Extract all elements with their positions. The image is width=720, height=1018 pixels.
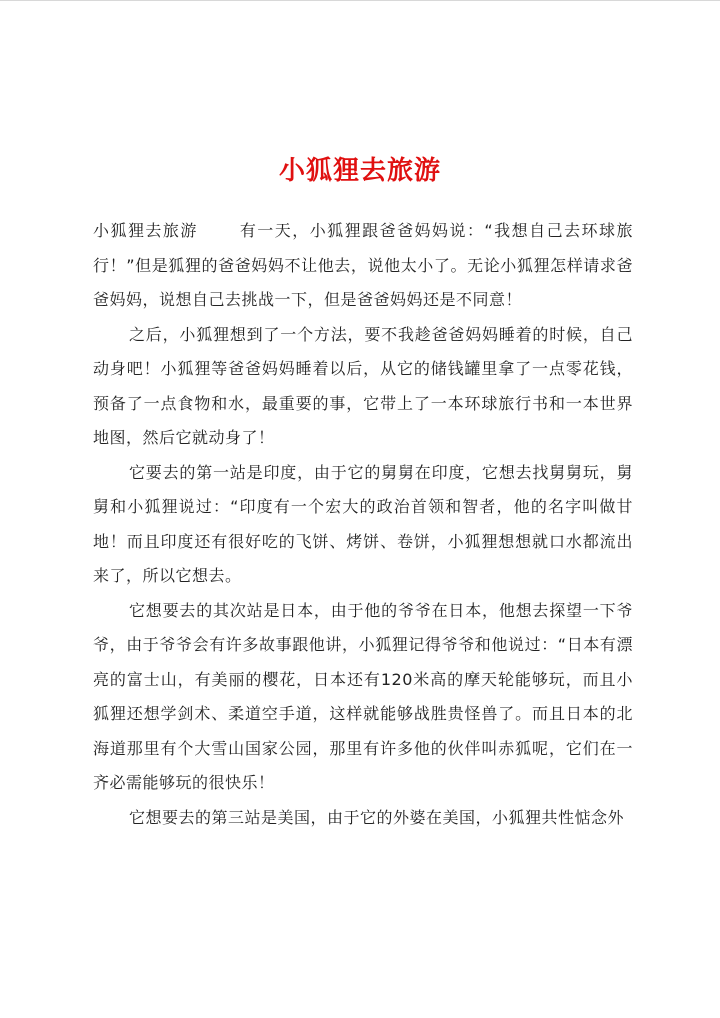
paragraph-1 bbox=[93, 214, 633, 318]
paragraph-4: 它想要去的其次站是日本，由于他的爷爷在日本，他想去探望一下爷爷，由于爷爷会有许多故事跟他讲，小狐狸记得爷爷和他说过：“日本有漂亮的富士山，有美丽的樱花，日本还有120米高的摩天轮能够玩，而且小狐狸还想学剑术、柔道空手道，这样就能够战胜贵怪兽了。而且日本的北海道那里有个大雪山国家公园，那里有许多他的伙伴叫赤狐呢，它们在一齐必需能够玩的很快乐！ bbox=[93, 600, 633, 792]
page-top-edge bbox=[0, 0, 720, 1]
document-body bbox=[93, 214, 633, 835]
lead-title: 小狐狸去旅游 bbox=[93, 221, 198, 240]
paragraph-3: 它要去的第一站是印度，由于它的舅舅在印度，它想去找舅舅玩，舅舅和小狐狸说过：“印度有一个宏大的政治首领和智者，他的名字叫做甘地！而且印度还有很好吃的飞饼、烤饼、卷饼，小狐狸想想就口水都流出来了，所以它想去。 bbox=[93, 462, 633, 585]
paragraph-5: 它想要去的第三站是美国，由于它的外婆在美国，小狐狸共性惦念外 bbox=[129, 807, 625, 827]
document-title: 小狐狸去旅游 bbox=[278, 156, 441, 186]
paragraph-2: 之后，小狐狸想到了一个方法，要不我趁爸爸妈妈睡着的时候，自己动身吧！小狐狸等爸爸妈妈睡着以后，从它的储钱罐里拿了一点零花钱，预备了一点食物和水，最重要的事，它带上了一本环球旅行书和一本世界地图，然后它就动身了！ bbox=[93, 324, 633, 447]
paragraph-1-text: 有一天，小狐狸跟爸爸妈妈说：“我想自己去环球旅行！”但是狐狸的爸爸妈妈不让他去，说他太小了。无论小狐狸怎样请求爸爸妈妈，说想自己去挑战一下，但是爸爸妈妈还是不同意！ bbox=[93, 221, 633, 309]
